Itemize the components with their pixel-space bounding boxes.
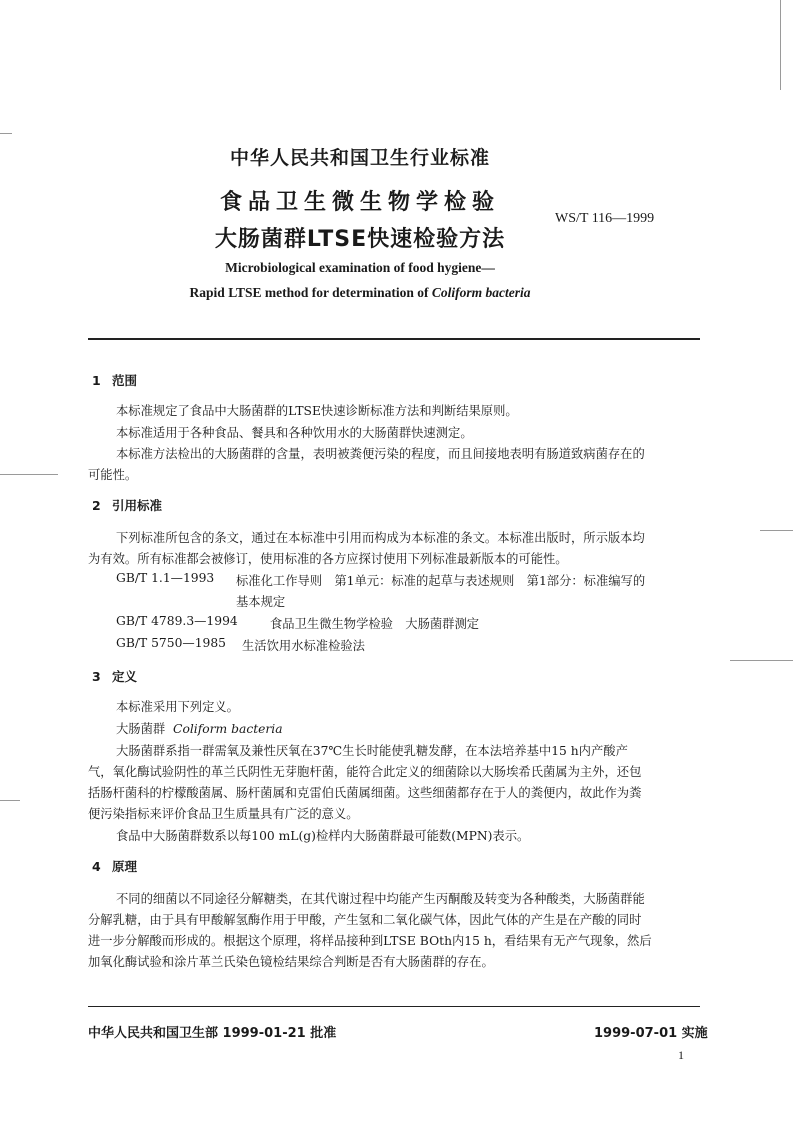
reference-title-cont: 基本规定: [236, 595, 286, 609]
paragraph: 不同的细菌以不同途径分解糖类，在其代谢过程中均能产生丙酮酸及转变为各种酸类，大肠菌群能: [116, 892, 645, 906]
title-en-line2: [0, 285, 720, 301]
term-en: Coliform bacteria: [173, 722, 283, 736]
section-2-heading: [92, 496, 162, 514]
paragraph-cont: 为有效。所有标准都会被修订，使用标准的各方应探讨使用下列标准最新版本的可能性。: [88, 552, 568, 566]
paragraph-cont: 进一步分解酸而形成的。根据这个原理，将样品接种到LTSE BOth内15 h，看结果有无产气现象，然后: [88, 934, 652, 948]
section-title: 原理: [112, 859, 138, 874]
section-number: 3: [92, 669, 101, 684]
section-3-heading: [92, 667, 137, 685]
section-1-heading: [92, 371, 137, 389]
section-number: 1: [92, 373, 101, 388]
issuing-body: 中华人民共和国卫生行业标准: [229, 147, 490, 169]
title-en-plain: Rapid LTSE method for determination of: [189, 285, 432, 300]
paragraph-cont: 加氧化酶试验和涂片革兰氏染色镜检结果综合判断是否有大肠菌群的存在。: [88, 955, 494, 969]
title-en-line1: Microbiological examination of food hygiene—: [225, 260, 495, 275]
scan-mark: [0, 800, 20, 801]
scan-mark: [0, 133, 12, 134]
approval-date: 中华人民共和国卫生部 1999-01-21 批准: [88, 1026, 337, 1041]
reference-code: GB/T 5750—1985: [116, 636, 226, 650]
header-rule: [88, 338, 700, 340]
term-cn: 大肠菌群: [116, 722, 166, 736]
paragraph: 本标准规定了食品中大肠菌群的LTSE快速诊断标准方法和判断结果原则。: [116, 404, 518, 418]
section-title: 引用标准: [112, 498, 163, 513]
scan-mark: [780, 0, 781, 90]
scan-mark: [730, 660, 793, 661]
reference-code: GB/T 1.1—1993: [116, 571, 215, 585]
section-title: 定义: [112, 669, 138, 684]
paragraph: 本标准适用于各种食品、餐具和各种饮用水的大肠菌群快速测定。: [116, 426, 473, 440]
page-number: 1: [678, 1048, 684, 1062]
scan-mark: [760, 530, 793, 531]
title-en-italic: Coliform bacteria: [431, 285, 531, 300]
paragraph: 本标准方法检出的大肠菌群的含量，表明被粪便污染的程度，而且间接地表明有肠道致病菌存在的: [116, 447, 645, 461]
paragraph: 大肠菌群系指一群需氧及兼性厌氧在37℃生长时能使乳糖发酵，在本法培养基中15 h内产酸产: [116, 744, 628, 758]
section-title: 范围: [112, 373, 138, 388]
paragraph: 食品中大肠菌群数系以每100 mL(g)检样内大肠菌群最可能数(MPN)表示。: [116, 829, 530, 843]
paragraph-cont: 可能性。: [88, 468, 138, 482]
reference-title: 生活饮用水标准检验法: [242, 639, 365, 653]
paragraph-cont: 括肠杆菌科的柠檬酸菌属、肠杆菌属和克雷伯氏菌属细菌。这些细菌都存在于人的粪便内，故此作为粪: [88, 786, 642, 800]
term-line: [116, 719, 283, 737]
paragraph-cont: 分解乳糖，由于具有甲酸解氢酶作用于甲酸，产生氢和二氧化碳气体，因此气体的产生是在产酸的同时: [88, 913, 642, 927]
title-cn-line1: 食品卫生微生物学检验: [219, 190, 500, 215]
scan-mark: [0, 474, 58, 475]
section-4-heading: [92, 857, 137, 875]
paragraph: 本标准采用下列定义。: [116, 700, 239, 714]
paragraph: 下列标准所包含的条文，通过在本标准中引用而构成为本标准的条文。本标准出版时，所示版本均: [116, 531, 645, 545]
standard-code: WS/T 116—1999: [555, 211, 655, 226]
effective-date: 1999-07-01 实施: [594, 1026, 708, 1041]
title-cn-line2: 大肠菌群LTSE快速检验方法: [214, 227, 506, 252]
reference-title: 标准化工作导则 第1单元：标准的起草与表述规则 第1部分：标准编写的: [236, 574, 646, 588]
footer-rule: [88, 1006, 700, 1007]
section-number: 4: [92, 859, 101, 874]
paragraph-cont: 气，氧化酶试验阴性的革兰氏阴性无芽胞杆菌，能符合此定义的细菌除以大肠埃希氏菌属为主外，还包: [88, 765, 642, 779]
reference-title: 食品卫生微生物学检验 大肠菌群测定: [270, 617, 480, 631]
paragraph-cont: 便污染指标来评价食品卫生质量具有广泛的意义。: [88, 807, 359, 821]
section-number: 2: [92, 498, 101, 513]
reference-code: GB/T 4789.3—1994: [116, 614, 238, 628]
